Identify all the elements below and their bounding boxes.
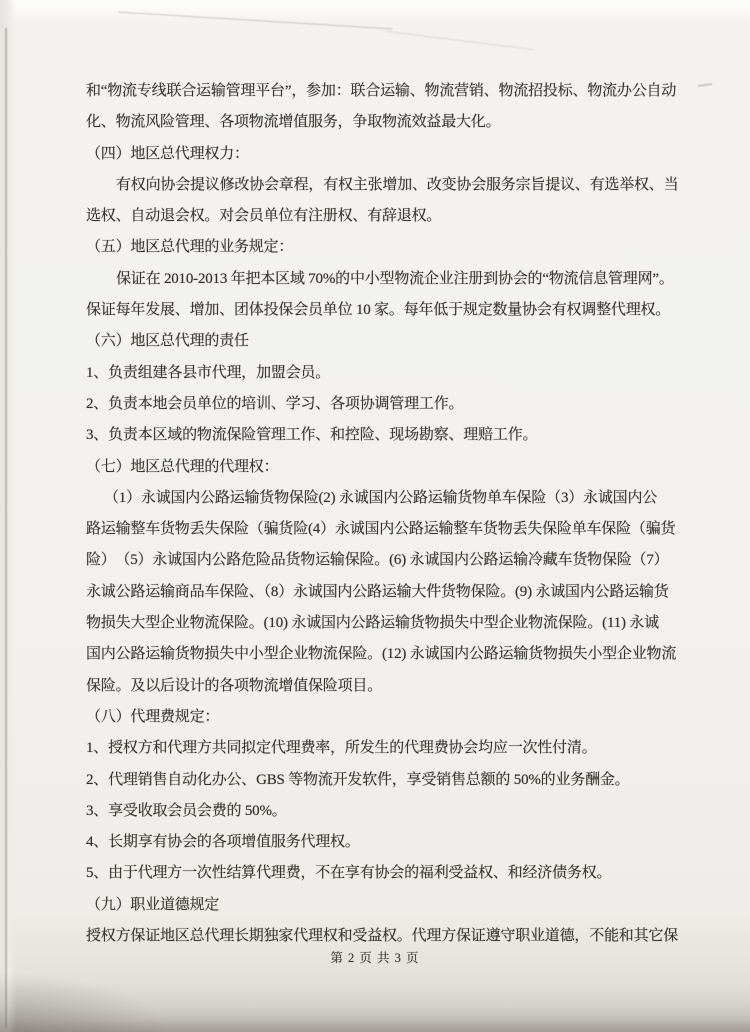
text-line: 5、由于代理方一次性结算代理费，不在享有协会的福利受益权、和经济债务权。 [86,865,612,882]
text-line: 1、负责组建各县市代理，加盟会员。 [86,364,331,381]
text-line: 险） （5）永诚国内公路危险品货物运输保险。(6) 永诚国内公路运输冷藏车货物保险（7） [86,552,669,569]
text-line: 有权向协会提议修改协会章程，有权主张增加、改变协会服务宗旨提议、有选举权、当 [116,176,679,193]
scan-bottom-shadow [0,1006,750,1032]
text-line: 永诚公路运输商品车保险、（8）永诚国内公路运输大件货物保险。(9) 永诚国内公路运输货 [86,583,669,600]
text-line: 路运输整车货物丢失保险（骗货险(4）永诚国内公路运输整车货物丢失保险单车保险（骗货 [86,521,676,538]
text-line: 2、负责本地会员单位的培训、学习、各项协调管理工作。 [86,395,464,412]
text-line: （四）地区总代理权力： [86,145,249,162]
text-line: 选权、自动退会权。对会员单位有注册权、有辞退权。 [86,208,442,225]
text-line: （六）地区总代理的责任 [86,333,249,350]
text-line: 国内公路运输货物损失中小型企业物流保险。(12) 永诚国内公路运输货物损失小型企业物流 [86,646,677,663]
text-line: 保险。及以后设计的各项物流增值保险项目。 [86,677,383,694]
text-line: （五）地区总代理的业务规定： [86,239,294,256]
text-line: 和“物流专线联合运输管理平台”，参加：联合运输、物流营销、物流招投标、物流办公自动 [86,83,677,99]
text-line: 化、物流风险管理、各项物流增值服务，争取物流效益最大化。 [86,114,501,131]
scan-crease-mark [385,31,534,50]
scan-left-edge-shade [0,0,16,1032]
text-line: 3、负责本区域的物流保险管理工作、和控险、现场勘察、理赔工作。 [86,427,538,444]
text-line: 1、授权方和代理方共同拟定代理费率，所发生的代理费协会均应一次性付清。 [86,740,597,757]
text-line: （八）代理费规定： [86,708,220,725]
text-line: 保证在 2010-2013 年把本区域 70%的中小型物流企业注册到协会的“物流信息管理网”。 [116,270,674,287]
page-number-footer: 第 2 页 共 3 页 [330,951,420,965]
text-line: 授权方保证地区总代理长期独家代理权和受益权。代理方保证遵守职业道德，不能和其它保 [86,928,679,945]
scan-left-edge-line [5,28,7,1028]
text-line: （1）永诚国内公路运输货物保险(2) 永诚国内公路运输货物单车保险（3）永诚国内公 [104,489,658,506]
text-line: （九）职业道德规定 [86,896,220,913]
text-line: 2、代理销售自动化办公、GBS 等物流开发软件，享受销售总额的 50%的业务酬金。 [86,771,630,788]
document-body [86,76,704,952]
text-line: （七）地区总代理的代理权： [86,458,279,475]
scan-top-light-band [0,0,750,20]
text-line: 保证每年发展、增加、团体投保会员单位 10 家。每年低于规定数量协会有权调整代理权。 [86,302,671,319]
text-line: 物损失大型企业物流保险。(10) 永诚国内公路运输货物损失中型企业物流保险。(11) 永诚 [86,615,659,632]
text-line: 3、享受收取会员会费的 50%。 [86,802,287,819]
text-line: 4、长期享有协会的各项增值服务代理权。 [86,834,360,851]
